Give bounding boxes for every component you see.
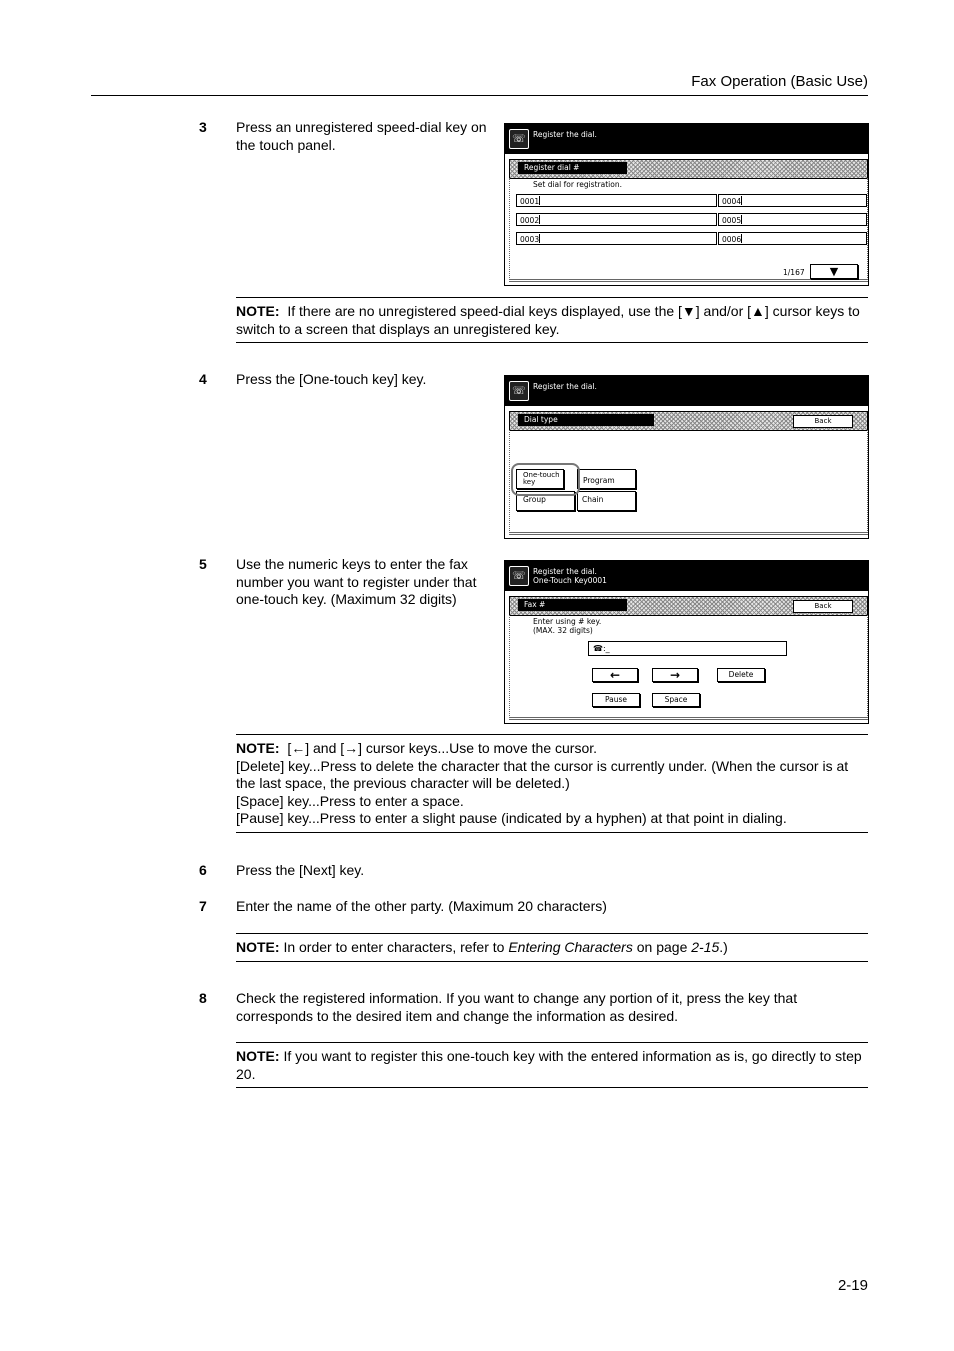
note-text: .) bbox=[719, 939, 728, 955]
dial-0001-button[interactable] bbox=[516, 194, 717, 207]
note-label: NOTE: bbox=[236, 939, 280, 955]
note-box bbox=[236, 297, 868, 343]
fax-number-value: :_ bbox=[602, 644, 610, 653]
cross-reference-link[interactable]: Entering Characters bbox=[508, 939, 633, 955]
back-button[interactable]: Back bbox=[793, 415, 853, 428]
dial-number: 0001 bbox=[520, 197, 540, 206]
program-button[interactable]: Program bbox=[577, 469, 636, 489]
section-label: Fax # bbox=[518, 599, 627, 611]
phone-icon: ☎ bbox=[593, 644, 603, 653]
fax-icon: ☏ bbox=[509, 381, 529, 401]
note-box bbox=[236, 933, 868, 962]
page-header-title: Fax Operation (Basic Use) bbox=[691, 73, 868, 90]
fax-icon: ☏ bbox=[509, 129, 529, 149]
section-label: Dial type bbox=[518, 414, 654, 426]
dial-number: 0005 bbox=[722, 216, 742, 225]
instruction-line: Enter using # key. bbox=[533, 617, 602, 626]
screen-title: Register the dial. bbox=[533, 130, 597, 139]
step-number: 5 bbox=[199, 556, 207, 572]
fax-number-screen bbox=[504, 560, 869, 724]
note-label: NOTE: bbox=[236, 740, 280, 756]
note-text: [Pause] key...Press to enter a slight pause (indicated by a hyphen) at that point in dialing. bbox=[236, 810, 787, 826]
dial-number: 0004 bbox=[722, 197, 742, 206]
dial-0006-button[interactable] bbox=[718, 232, 867, 245]
dial-0005-button[interactable] bbox=[718, 213, 867, 226]
section-bar bbox=[509, 159, 868, 179]
note-text: If you want to register this one-touch key with the entered information as is, go directly to step 20. bbox=[236, 1048, 862, 1082]
screen-title: Register the dial. bbox=[533, 567, 597, 576]
screen-titlebar bbox=[505, 124, 868, 154]
screen-title: Register the dial. bbox=[533, 382, 597, 391]
step-text: Press the [Next] key. bbox=[236, 862, 365, 878]
delete-button[interactable]: Delete bbox=[717, 668, 765, 682]
group-button[interactable]: Group bbox=[516, 491, 575, 511]
one-touch-key-button[interactable]: One-touch key bbox=[516, 469, 564, 489]
left-arrow-icon: ← bbox=[609, 668, 621, 682]
chain-button[interactable]: Chain bbox=[577, 491, 636, 511]
note-text: [←] and [→] cursor keys...Use to move the cursor. bbox=[287, 740, 598, 756]
highlight-circle bbox=[511, 463, 580, 496]
dial-number: 0003 bbox=[520, 235, 540, 244]
section-bar bbox=[509, 596, 868, 616]
fax-icon: ☏ bbox=[509, 566, 529, 586]
page-indicator: 1/167 bbox=[783, 268, 805, 277]
pause-button[interactable]: Pause bbox=[592, 693, 640, 707]
header-divider bbox=[91, 95, 868, 96]
screen-subtitle: One-Touch Key0001 bbox=[533, 576, 607, 585]
step-number: 4 bbox=[199, 371, 207, 387]
instruction-text bbox=[533, 617, 601, 635]
step-number: 7 bbox=[199, 898, 207, 914]
step-number: 6 bbox=[199, 862, 207, 878]
note-text: In order to enter characters, refer to bbox=[283, 939, 509, 955]
note-label: NOTE: bbox=[236, 1048, 280, 1064]
note-label: NOTE: bbox=[236, 303, 280, 319]
page-number: 2-19 bbox=[837, 1277, 868, 1294]
dial-type-screen bbox=[504, 375, 869, 539]
screen-titlebar bbox=[505, 376, 868, 406]
note-text: on page bbox=[632, 939, 692, 955]
step-text: Press an unregistered speed-dial key on the touch panel. bbox=[236, 119, 487, 153]
page-reference: 2-15 bbox=[691, 939, 720, 955]
step-number: 3 bbox=[199, 119, 207, 135]
step-text: Check the registered information. If you want to change any portion of it, press the key that corresponds to the desired item and change the information as desired. bbox=[236, 990, 798, 1024]
note-box bbox=[236, 1042, 868, 1088]
dial-0002-button[interactable] bbox=[516, 213, 717, 226]
down-arrow-icon: ▼ bbox=[829, 265, 839, 278]
right-arrow-icon: → bbox=[669, 668, 681, 682]
note-text: If there are no unregistered speed-dial keys displayed, use the [▼] and/or [▲] cursor keys to switch to a screen that displays an unregistered key. bbox=[236, 303, 860, 337]
step-number: 8 bbox=[199, 990, 207, 1006]
dial-number: 0006 bbox=[722, 235, 742, 244]
instruction-text: Set dial for registration. bbox=[533, 180, 622, 189]
section-bar bbox=[509, 411, 868, 431]
space-button[interactable]: Space bbox=[652, 693, 700, 707]
scroll-down-button[interactable] bbox=[810, 264, 858, 279]
step-text: Press the [One-touch key] key. bbox=[236, 371, 427, 387]
note-box bbox=[236, 734, 868, 833]
back-button[interactable]: Back bbox=[793, 600, 853, 613]
instruction-line: (MAX. 32 digits) bbox=[533, 626, 593, 635]
dial-0003-button[interactable] bbox=[516, 232, 717, 245]
step-text: Enter the name of the other party. (Maximum 20 characters) bbox=[236, 898, 607, 914]
screen-titlebar bbox=[505, 561, 868, 591]
note-text: [Space] key...Press to enter a space. bbox=[236, 792, 464, 809]
section-label: Register dial # bbox=[518, 162, 627, 174]
dial-0004-button[interactable] bbox=[718, 194, 867, 207]
cursor-left-button[interactable] bbox=[592, 668, 638, 682]
dial-number: 0002 bbox=[520, 216, 540, 225]
cursor-right-button[interactable] bbox=[652, 668, 698, 682]
step-text: Use the numeric keys to enter the fax number you want to register under that one-touch key. (Maximum 32 digits) bbox=[236, 556, 477, 607]
note-text: [Delete] key...Press to delete the character that the cursor is currently under. (When the cursor is at the last space, the previous character will be deleted.) bbox=[236, 757, 849, 791]
register-dial-screen bbox=[504, 123, 869, 286]
fax-number-input[interactable] bbox=[588, 641, 787, 656]
